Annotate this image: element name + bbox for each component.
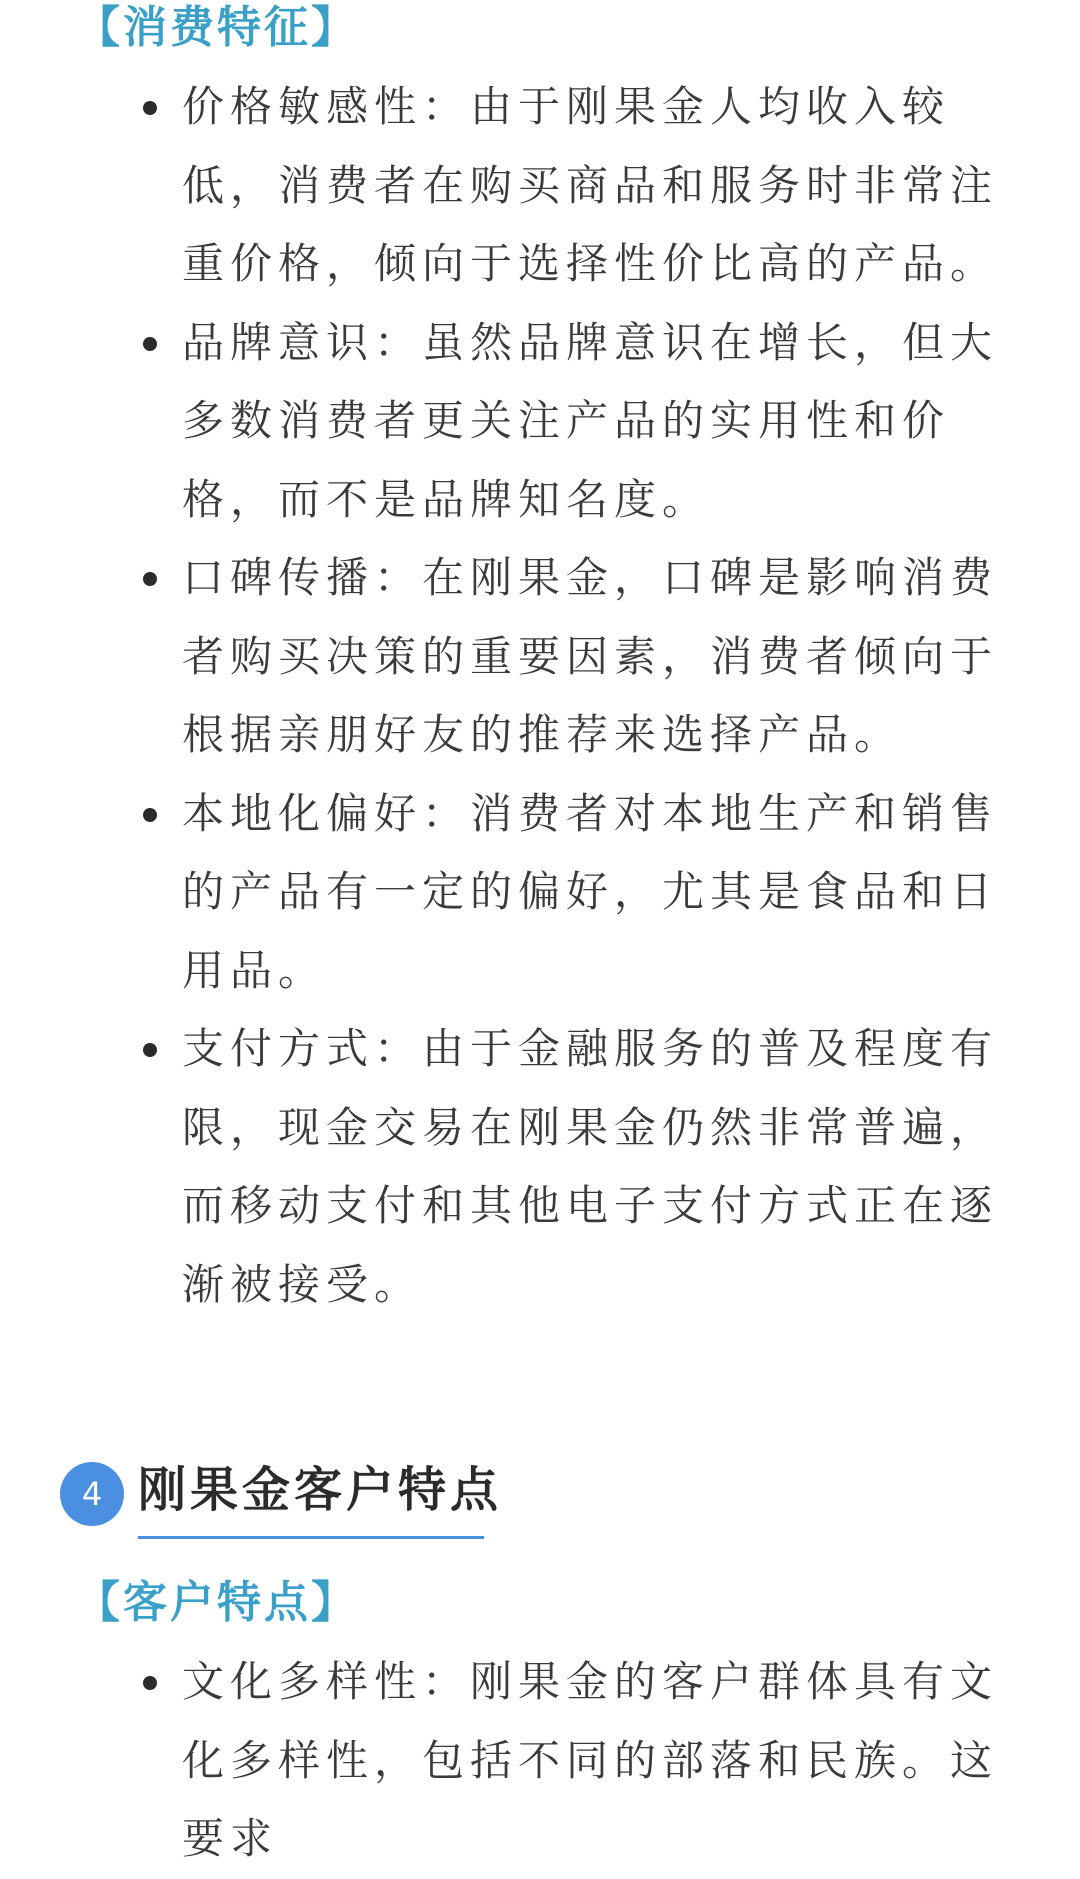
list-item [0, 304, 1020, 540]
bullet-icon [143, 337, 157, 351]
section-number-badge: 4 [60, 1462, 124, 1526]
list-item-text: 本地化偏好：消费者对本地生产和销售的产品有一定的偏好，尤其是食品和日用品。 [182, 788, 999, 995]
list-item-text: 价格敏感性：由于刚果金人均收入较低，消费者在购买商品和服务时非常注重价格，倾向于选择性价比高的产品。 [182, 82, 999, 288]
list-item [0, 539, 1020, 775]
list-item [0, 68, 1020, 304]
customer-features-list [0, 1643, 1020, 1879]
bullet-icon [143, 808, 157, 822]
section-title [60, 1450, 503, 1540]
consumption-features-list [0, 68, 1020, 1324]
bullet-icon [143, 101, 157, 115]
list-item [0, 775, 1020, 1011]
section-title-text: 刚果金客户特点 [138, 1462, 503, 1518]
bullet-icon [143, 1043, 157, 1057]
consumption-features-heading: 【消费特征】 [76, 2, 358, 53]
customer-features-heading: 【客户特点】 [76, 1577, 358, 1628]
list-item-text: 文化多样性：刚果金的客户群体具有文化多样性，包括不同的部落和民族。这要求 [182, 1657, 999, 1863]
list-item-text: 口碑传播：在刚果金，口碑是影响消费者购买决策的重要因素，消费者倾向于根据亲朋好友的推荐来选择产品。 [182, 553, 999, 759]
list-item-text: 品牌意识：虽然品牌意识在增长，但大多数消费者更关注产品的实用性和价格，而不是品牌知名度。 [182, 317, 999, 524]
list-item [0, 1010, 1020, 1324]
bullet-icon [143, 572, 157, 586]
list-item-text: 支付方式：由于金融服务的普及程度有限，现金交易在刚果金仍然非常普遍，而移动支付和其他电子支付方式正在逐渐被接受。 [182, 1024, 999, 1309]
title-underline [138, 1536, 484, 1539]
bullet-icon [143, 1676, 157, 1690]
list-item [0, 1643, 1020, 1879]
